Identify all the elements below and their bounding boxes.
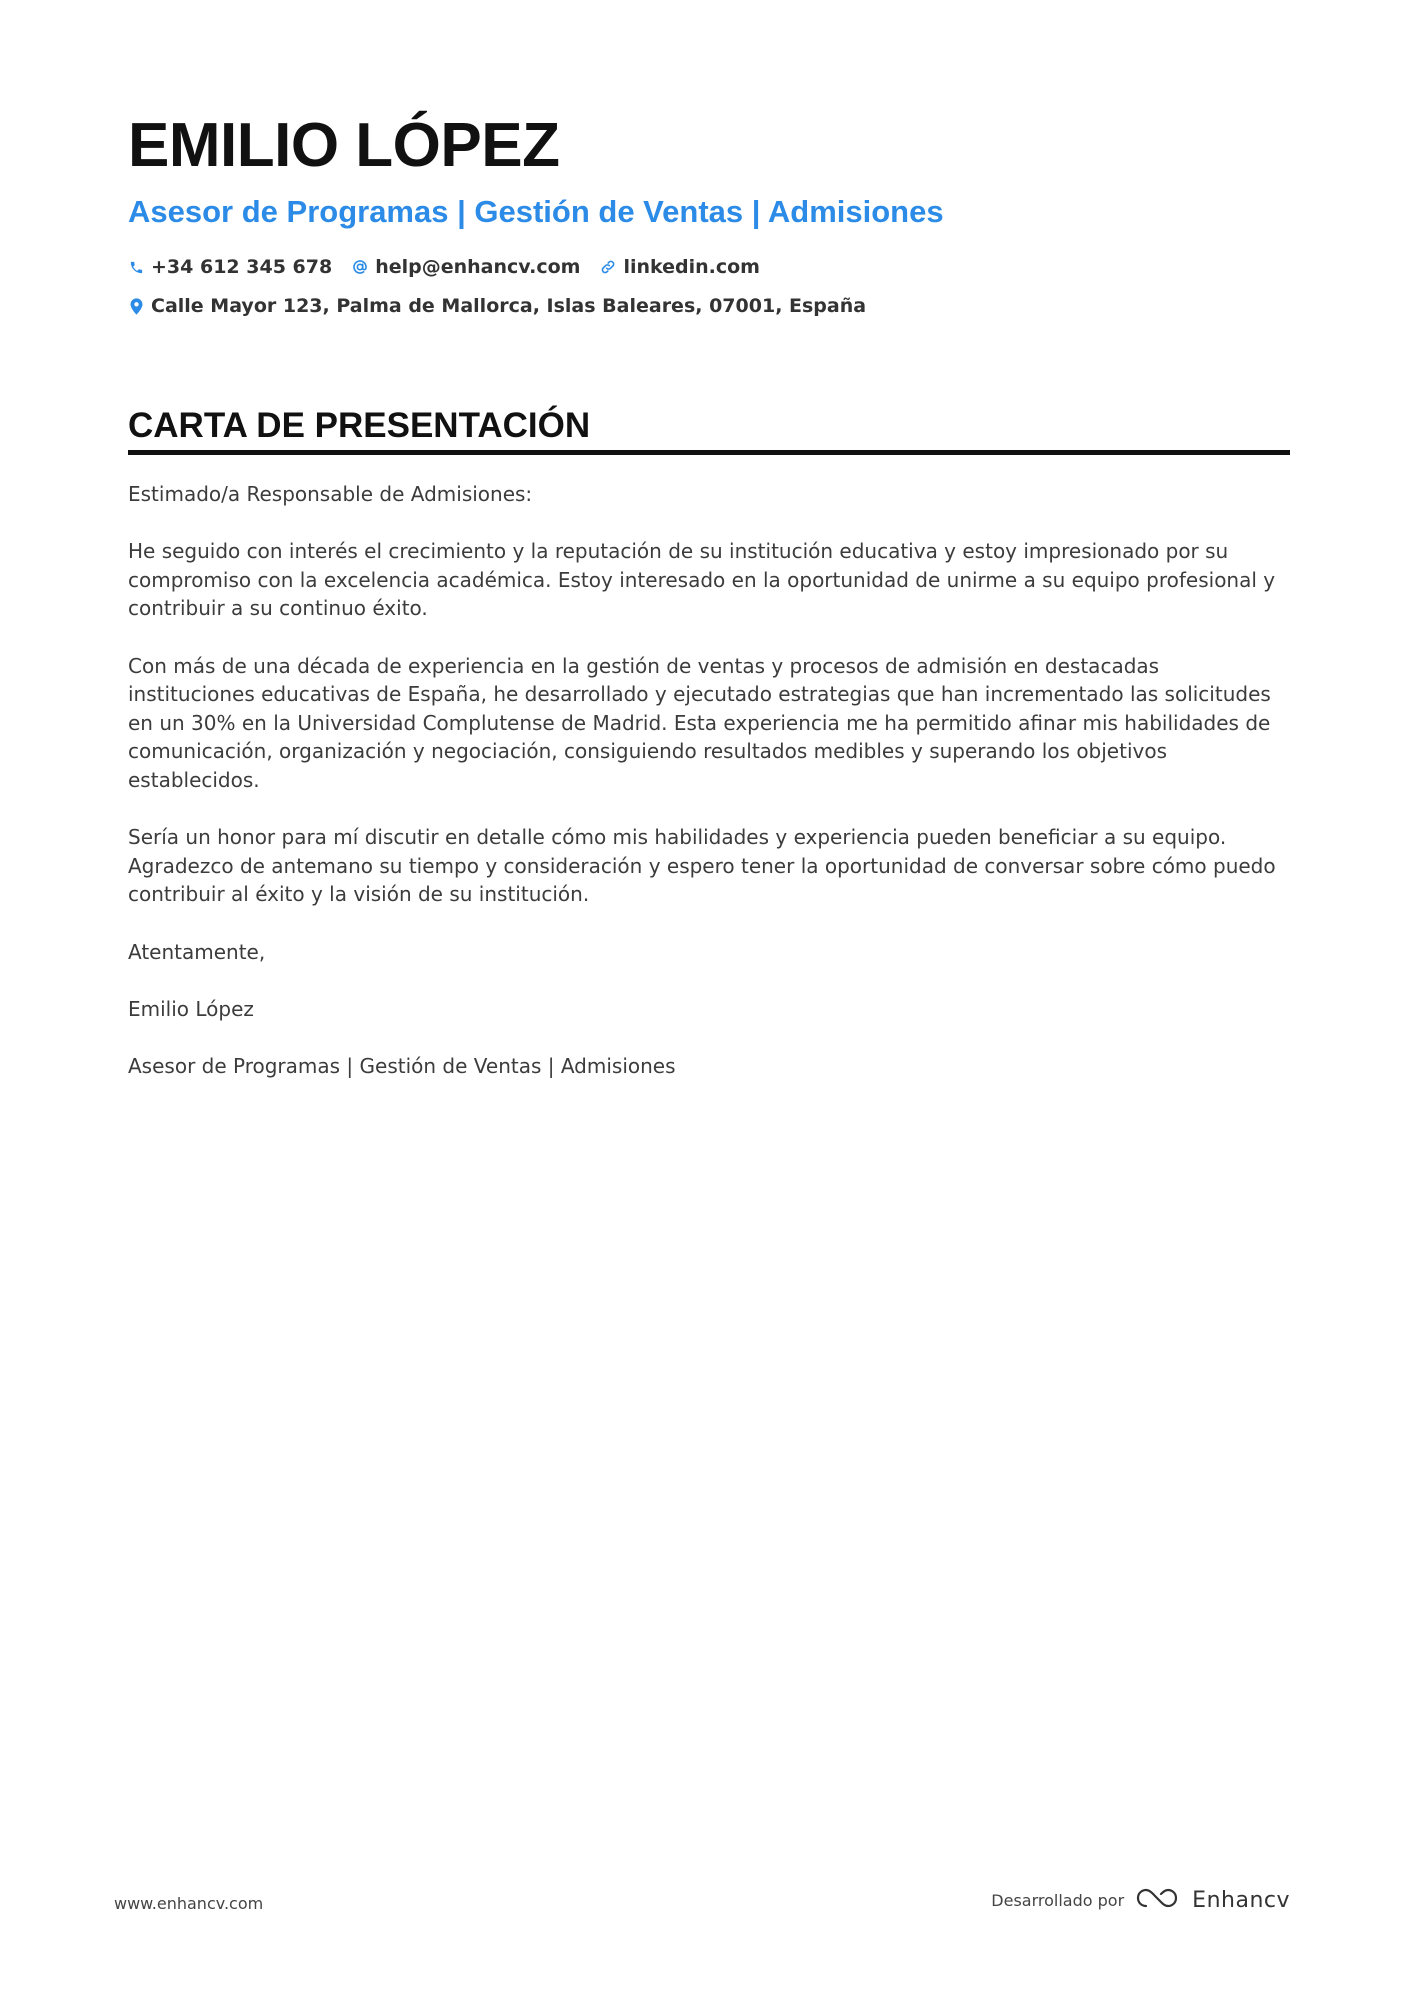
section-title: CARTA DE PRESENTACIÓN bbox=[128, 406, 591, 445]
signature-title: Asesor de Programas | Gestión de Ventas | Admisiones bbox=[128, 1053, 676, 1078]
letter-paragraph: Con más de una década de experiencia en la gestión de ventas y procesos de admisión en destacadas instituciones educativas de España, he desarrollado y ejecutado estrategias que han incrementado las solicitudes en un 30% en la Universidad Complutense de Madrid. Esta experiencia me ha permitido afinar mis habilidades de comunicación, organización y negociación, consiguiendo resultados medibles y superando los objetivos establecidos. bbox=[128, 653, 1271, 792]
header bbox=[128, 108, 1288, 319]
location-pin-icon bbox=[128, 297, 144, 315]
salutation: Estimado/a Responsable de Admisiones: bbox=[128, 482, 533, 506]
contact-linkedin[interactable] bbox=[600, 254, 760, 280]
linkedin-text: linkedin.com bbox=[623, 256, 760, 278]
enhancv-logo-icon bbox=[1136, 1886, 1182, 1914]
letter-paragraph: He seguido con interés el crecimiento y la reputación de su institución educativa y estoy impresionado por su compromiso con la excelencia académica. Estoy interesado en la oportunidad de unirme a su equipo profesional y contribuir a su continuo éxito. bbox=[128, 539, 1276, 621]
candidate-name: EMILIO LÓPEZ bbox=[128, 111, 560, 180]
at-icon bbox=[352, 258, 368, 276]
section-divider bbox=[128, 450, 1290, 455]
email-text: help@enhancv.com bbox=[375, 256, 581, 278]
contact-email[interactable] bbox=[352, 254, 580, 280]
powered-by-text: Desarrollado por bbox=[991, 1890, 1125, 1910]
contact-phone bbox=[128, 254, 332, 280]
letter-paragraph: Sería un honor para mí discutir en detalle cómo mis habilidades y experiencia pueden beneficiar a su equipo. Agradezco de antemano su tiempo y consideración y espero tener la oportunidad de conversar sobre cómo puedo contribuir al éxito y la visión de su institución. bbox=[128, 825, 1276, 907]
contact-address bbox=[128, 293, 866, 319]
brand-name: Enhancv bbox=[1192, 1887, 1290, 1913]
footer-website[interactable]: www.enhancv.com bbox=[114, 1894, 264, 1913]
link-icon bbox=[600, 258, 616, 276]
phone-text: +34 612 345 678 bbox=[151, 256, 333, 278]
brand-lockup bbox=[1136, 1886, 1290, 1914]
contact-row-primary bbox=[128, 254, 1288, 280]
footer-branding[interactable] bbox=[991, 1886, 1290, 1914]
candidate-headline: Asesor de Programas | Gestión de Ventas | Admisiones bbox=[128, 194, 944, 229]
letter-body bbox=[128, 480, 1290, 1109]
contact-row-address bbox=[128, 293, 1288, 319]
closing: Atentamente, bbox=[128, 939, 266, 964]
address-text: Calle Mayor 123, Palma de Mallorca, Islas Baleares, 07001, España bbox=[151, 295, 867, 317]
phone-icon bbox=[128, 258, 144, 276]
signature-name: Emilio López bbox=[128, 996, 254, 1021]
